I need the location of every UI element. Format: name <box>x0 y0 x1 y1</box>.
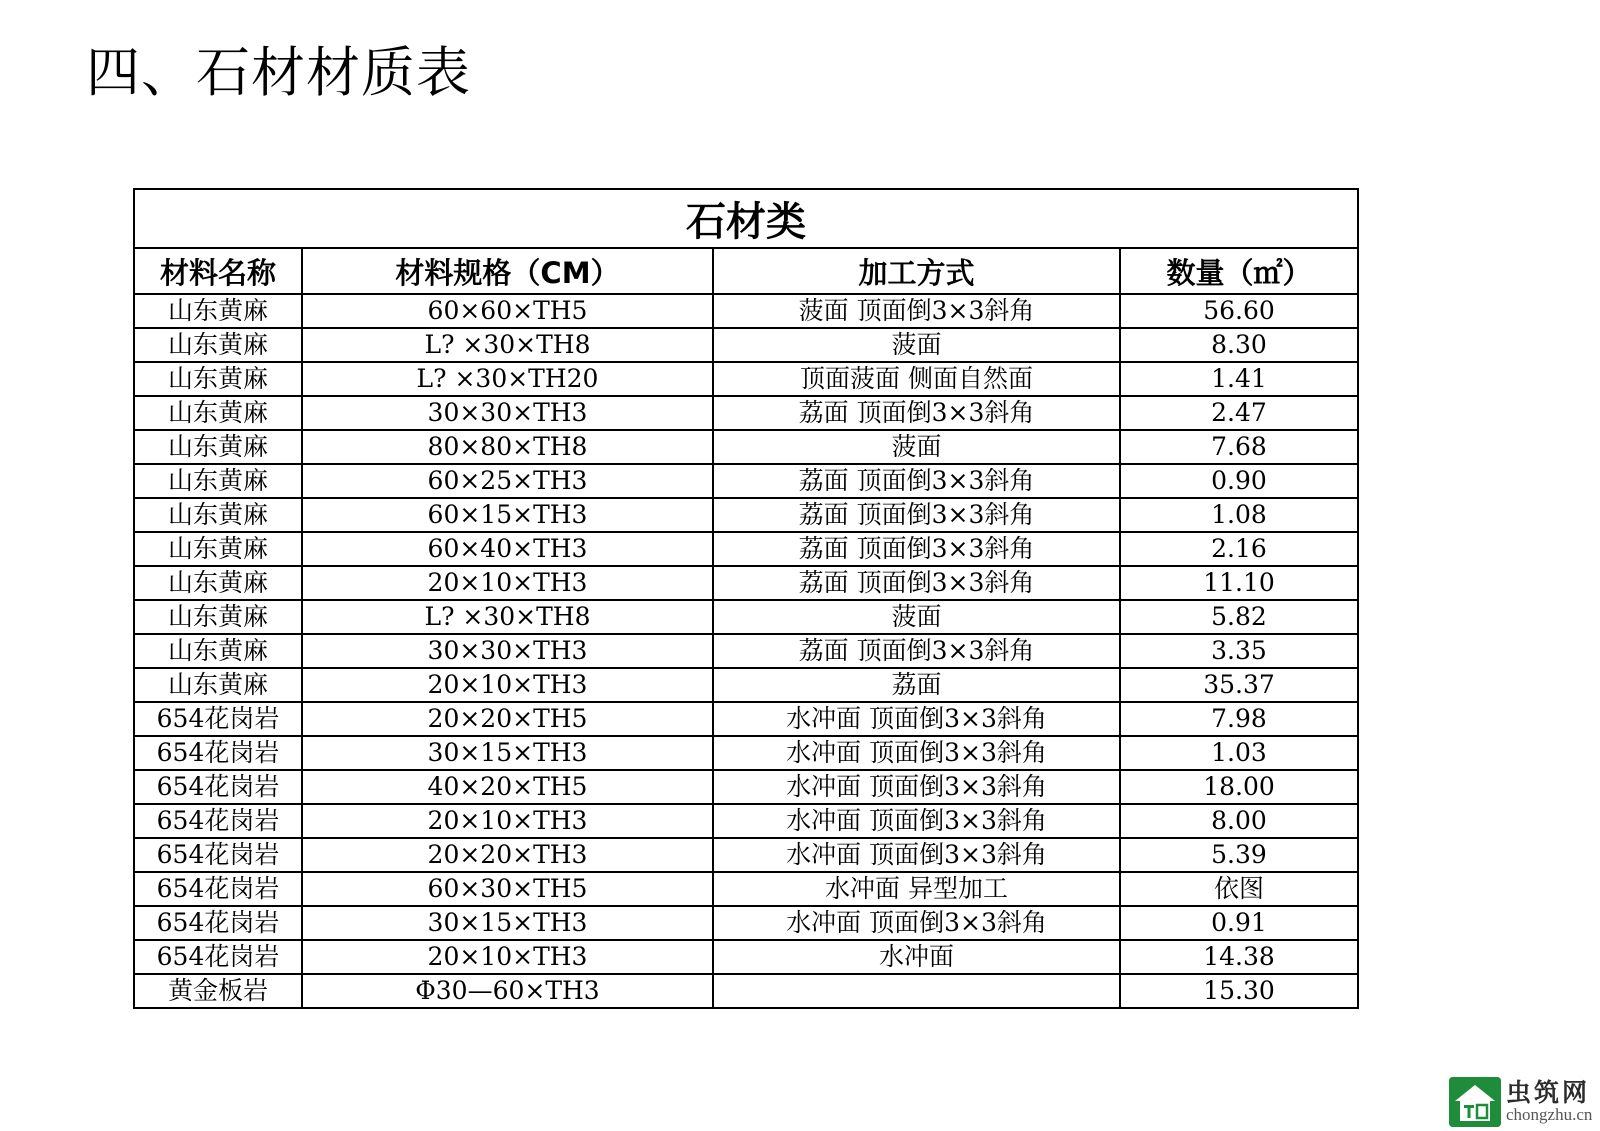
table-row <box>134 430 1358 464</box>
cell-processing: 水冲面 顶面倒3×3斜角 <box>713 736 1120 770</box>
cell-quantity: 5.39 <box>1120 838 1358 872</box>
cell-quantity: 7.98 <box>1120 702 1358 736</box>
watermark-logo <box>1449 1075 1599 1127</box>
cell-material-spec: 30×30×TH3 <box>302 396 713 430</box>
cell-processing: 水冲面 顶面倒3×3斜角 <box>713 804 1120 838</box>
cell-material-spec: 60×25×TH3 <box>302 464 713 498</box>
table-row <box>134 974 1358 1008</box>
cell-quantity: 1.03 <box>1120 736 1358 770</box>
cell-material-name: 山东黄麻 <box>134 634 302 668</box>
cell-material-spec: 40×20×TH5 <box>302 770 713 804</box>
cell-material-spec: L? ×30×TH8 <box>302 328 713 362</box>
cell-material-name: 654花岗岩 <box>134 702 302 736</box>
cell-processing: 水冲面 <box>713 940 1120 974</box>
cell-material-spec: 20×10×TH3 <box>302 566 713 600</box>
cell-processing: 菠面 顶面倒3×3斜角 <box>713 294 1120 328</box>
table-row <box>134 362 1358 396</box>
cell-processing: 荔面 顶面倒3×3斜角 <box>713 498 1120 532</box>
table-caption: 石材类 <box>134 189 1358 248</box>
cell-quantity: 0.90 <box>1120 464 1358 498</box>
cell-quantity: 2.16 <box>1120 532 1358 566</box>
cell-material-name: 654花岗岩 <box>134 940 302 974</box>
cell-processing: 菠面 <box>713 328 1120 362</box>
cell-material-spec: 20×10×TH3 <box>302 940 713 974</box>
cell-material-name: 654花岗岩 <box>134 872 302 906</box>
cell-material-name: 山东黄麻 <box>134 498 302 532</box>
cell-processing: 菠面 <box>713 600 1120 634</box>
cell-material-spec: 60×15×TH3 <box>302 498 713 532</box>
table-row <box>134 838 1358 872</box>
cell-material-name: 山东黄麻 <box>134 532 302 566</box>
cell-material-name: 654花岗岩 <box>134 906 302 940</box>
cell-quantity: 0.91 <box>1120 906 1358 940</box>
cell-processing <box>713 974 1120 1008</box>
cell-material-name: 山东黄麻 <box>134 362 302 396</box>
cell-processing: 荔面 顶面倒3×3斜角 <box>713 464 1120 498</box>
cell-processing: 水冲面 顶面倒3×3斜角 <box>713 702 1120 736</box>
cell-material-spec: 60×40×TH3 <box>302 532 713 566</box>
table-row <box>134 498 1358 532</box>
cell-material-name: 山东黄麻 <box>134 430 302 464</box>
cell-quantity: 1.41 <box>1120 362 1358 396</box>
header-quantity: 数量（㎡） <box>1120 248 1358 294</box>
cell-processing: 荔面 <box>713 668 1120 702</box>
cell-processing: 荔面 顶面倒3×3斜角 <box>713 396 1120 430</box>
cell-material-name: 654花岗岩 <box>134 736 302 770</box>
cell-quantity: 8.00 <box>1120 804 1358 838</box>
table-row <box>134 566 1358 600</box>
cell-material-spec: 30×15×TH3 <box>302 736 713 770</box>
cell-quantity: 3.35 <box>1120 634 1358 668</box>
cell-material-name: 山东黄麻 <box>134 328 302 362</box>
cell-material-name: 654花岗岩 <box>134 804 302 838</box>
cell-quantity: 14.38 <box>1120 940 1358 974</box>
cell-processing: 荔面 顶面倒3×3斜角 <box>713 566 1120 600</box>
header-material-name: 材料名称 <box>134 248 302 294</box>
table-row <box>134 294 1358 328</box>
cell-quantity: 18.00 <box>1120 770 1358 804</box>
cell-material-spec: 20×10×TH3 <box>302 804 713 838</box>
cell-quantity: 7.68 <box>1120 430 1358 464</box>
cell-material-spec: 80×80×TH8 <box>302 430 713 464</box>
cell-material-spec: L? ×30×TH8 <box>302 600 713 634</box>
cell-processing: 荔面 顶面倒3×3斜角 <box>713 634 1120 668</box>
watermark-name: 虫筑网 <box>1506 1078 1591 1107</box>
house-icon <box>1449 1077 1501 1127</box>
cell-material-spec: L? ×30×TH20 <box>302 362 713 396</box>
cell-quantity: 11.10 <box>1120 566 1358 600</box>
cell-quantity: 15.30 <box>1120 974 1358 1008</box>
table-row <box>134 634 1358 668</box>
table-row <box>134 532 1358 566</box>
cell-quantity: 1.08 <box>1120 498 1358 532</box>
cell-material-spec: Φ30—60×TH3 <box>302 974 713 1008</box>
table-row <box>134 736 1358 770</box>
cell-quantity: 依图 <box>1120 872 1358 906</box>
cell-material-name: 山东黄麻 <box>134 464 302 498</box>
table-row <box>134 328 1358 362</box>
table-body <box>134 294 1358 1008</box>
cell-material-name: 654花岗岩 <box>134 838 302 872</box>
cell-material-spec: 20×10×TH3 <box>302 668 713 702</box>
cell-quantity: 8.30 <box>1120 328 1358 362</box>
cell-processing: 顶面菠面 侧面自然面 <box>713 362 1120 396</box>
cell-quantity: 5.82 <box>1120 600 1358 634</box>
cell-processing: 水冲面 顶面倒3×3斜角 <box>713 838 1120 872</box>
cell-material-spec: 30×15×TH3 <box>302 906 713 940</box>
table-row <box>134 804 1358 838</box>
cell-material-name: 黄金板岩 <box>134 974 302 1008</box>
table-row <box>134 464 1358 498</box>
cell-material-name: 654花岗岩 <box>134 770 302 804</box>
stone-material-table <box>133 188 1359 1009</box>
table-row <box>134 906 1358 940</box>
cell-quantity: 2.47 <box>1120 396 1358 430</box>
cell-material-name: 山东黄麻 <box>134 600 302 634</box>
table-row <box>134 872 1358 906</box>
cell-material-spec: 60×30×TH5 <box>302 872 713 906</box>
table-row <box>134 600 1358 634</box>
cell-processing: 水冲面 顶面倒3×3斜角 <box>713 906 1120 940</box>
table-row <box>134 396 1358 430</box>
table-row <box>134 702 1358 736</box>
cell-processing: 水冲面 顶面倒3×3斜角 <box>713 770 1120 804</box>
page-title: 四、石材材质表 <box>86 41 471 104</box>
header-material-spec: 材料规格（CM） <box>302 248 713 294</box>
cell-material-spec: 20×20×TH3 <box>302 838 713 872</box>
cell-material-spec: 30×30×TH3 <box>302 634 713 668</box>
header-processing: 加工方式 <box>713 248 1120 294</box>
cell-material-spec: 60×60×TH5 <box>302 294 713 328</box>
cell-material-name: 山东黄麻 <box>134 566 302 600</box>
table-row <box>134 770 1358 804</box>
cell-quantity: 56.60 <box>1120 294 1358 328</box>
cell-material-name: 山东黄麻 <box>134 294 302 328</box>
watermark-url: chongzhu.cn <box>1506 1105 1593 1124</box>
table-row <box>134 940 1358 974</box>
cell-processing: 菠面 <box>713 430 1120 464</box>
cell-quantity: 35.37 <box>1120 668 1358 702</box>
cell-material-spec: 20×20×TH5 <box>302 702 713 736</box>
cell-processing: 水冲面 异型加工 <box>713 872 1120 906</box>
cell-material-name: 山东黄麻 <box>134 668 302 702</box>
cell-material-name: 山东黄麻 <box>134 396 302 430</box>
cell-processing: 荔面 顶面倒3×3斜角 <box>713 532 1120 566</box>
table-row <box>134 668 1358 702</box>
